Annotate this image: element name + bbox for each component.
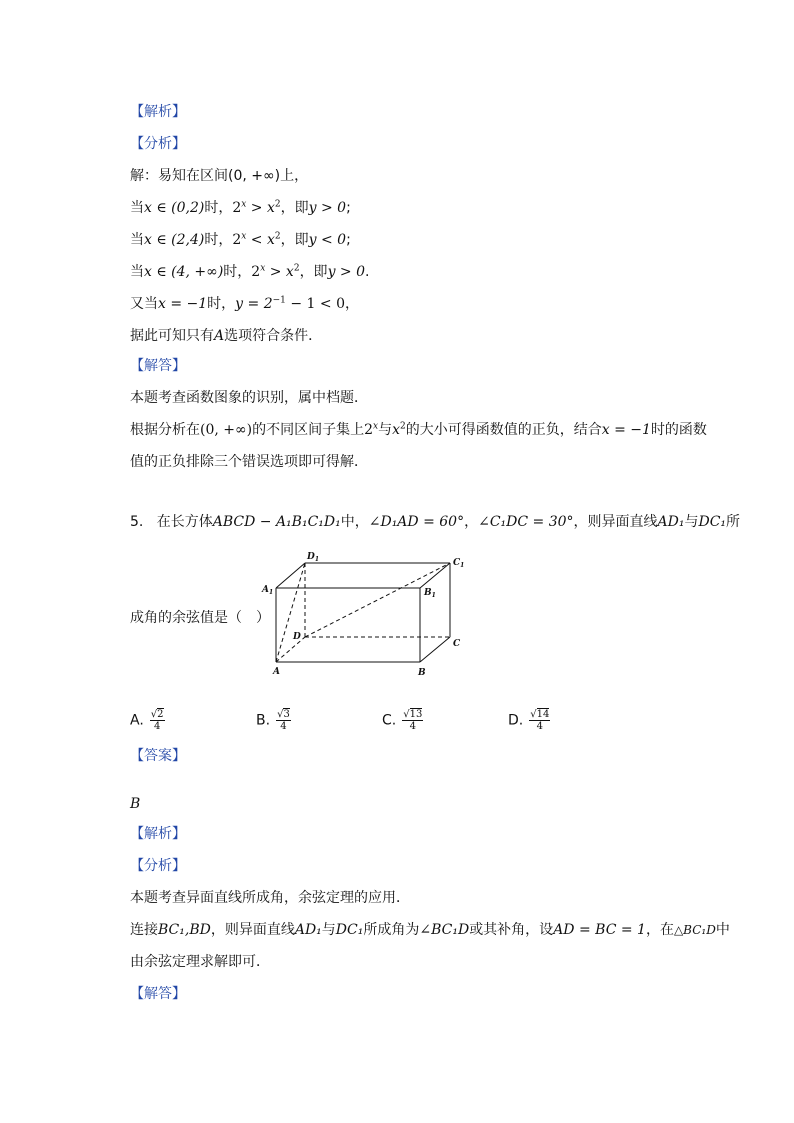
question-number: 5. (130, 514, 144, 530)
q4-line-3: 当x ∈ (2,4)时，$2^x < x^2$，即y < 0; (130, 231, 351, 248)
q4-line-2: 当x ∈ (0,2)时，$2^x > x^2$，即y > 0; (130, 199, 351, 216)
q4-line-8: 根据分析在(0, +∞)的不同区间子集上2$^x$与$x^2$的大小可得函数值的正负，结合x = −1时的函数 (130, 421, 707, 438)
heading-fenxi-2: 【分析】 (130, 858, 186, 874)
diagonal-dc1 (305, 563, 450, 637)
heading-jieda: 【解答】 (130, 358, 186, 374)
label-a: A (273, 667, 280, 677)
q4-line-5: 又当x = −1时，$y = 2^{-1} - 1 < 0$， (130, 295, 359, 312)
option-c[interactable]: C. $\frac{√13}{4}$ (382, 709, 423, 732)
q4-line-1: 解：易知在区间(0, +∞)上， (130, 168, 309, 184)
label-d: D (293, 632, 301, 642)
q4-line-9: 值的正负排除三个错误选项即可得解． (130, 454, 368, 470)
edge-bc (420, 637, 450, 662)
q4-line-7: 本题考查函数图象的识别，属中档题． (130, 390, 368, 406)
option-b[interactable]: B. $\frac{√3}{4}$ (256, 709, 290, 732)
q4-line-4: 当x ∈ (4, +∞)时，$2^x > x^2$，即y > 0. (130, 263, 370, 280)
q5-analysis-3: 由余弦定理求解即可． (130, 954, 270, 970)
q5-stem-line-2: 成角的余弦值是（ ） (130, 610, 270, 626)
label-a1: $A_1$ (262, 585, 274, 596)
edge-a1d1 (276, 563, 305, 588)
label-b: B (418, 668, 426, 678)
answer-value: B (130, 796, 141, 812)
q5-stem: 5. 在长方体ABCD − A₁B₁C₁D₁中，∠D₁AD = 60°，∠C₁DC = 30°，则异面直线AD₁与DC₁所 (130, 514, 741, 530)
diagonal-ad1 (276, 563, 305, 662)
heading-fenxi: 【分析】 (130, 136, 186, 152)
label-b1: $B_1$ (424, 588, 436, 599)
heading-jieda-2: 【解答】 (130, 986, 186, 1002)
option-a[interactable]: A. $\frac{√2}{4}$ (130, 709, 164, 732)
label-c: C (453, 639, 461, 649)
label-d1: $D_1$ (307, 552, 319, 563)
q5-analysis-1: 本题考查异面直线所成角，余弦定理的应用． (130, 890, 410, 906)
option-d[interactable]: D. $\frac{√14}{4}$ (508, 709, 550, 732)
q4-line-6: 据此可知只有A选项符合条件． (130, 328, 323, 344)
heading-daan: 【答案】 (130, 748, 186, 764)
q5-analysis-2: 连接BC₁,BD，则异面直线AD₁与DC₁所成角为∠BC₁D或其补角，设AD = BC = 1，在△BC₁D中 (130, 922, 730, 938)
cuboid-figure (255, 548, 470, 680)
heading-jiexi: 【解析】 (130, 104, 186, 120)
label-c1: $C_1$ (453, 558, 465, 569)
heading-jiexi-2: 【解析】 (130, 826, 186, 842)
